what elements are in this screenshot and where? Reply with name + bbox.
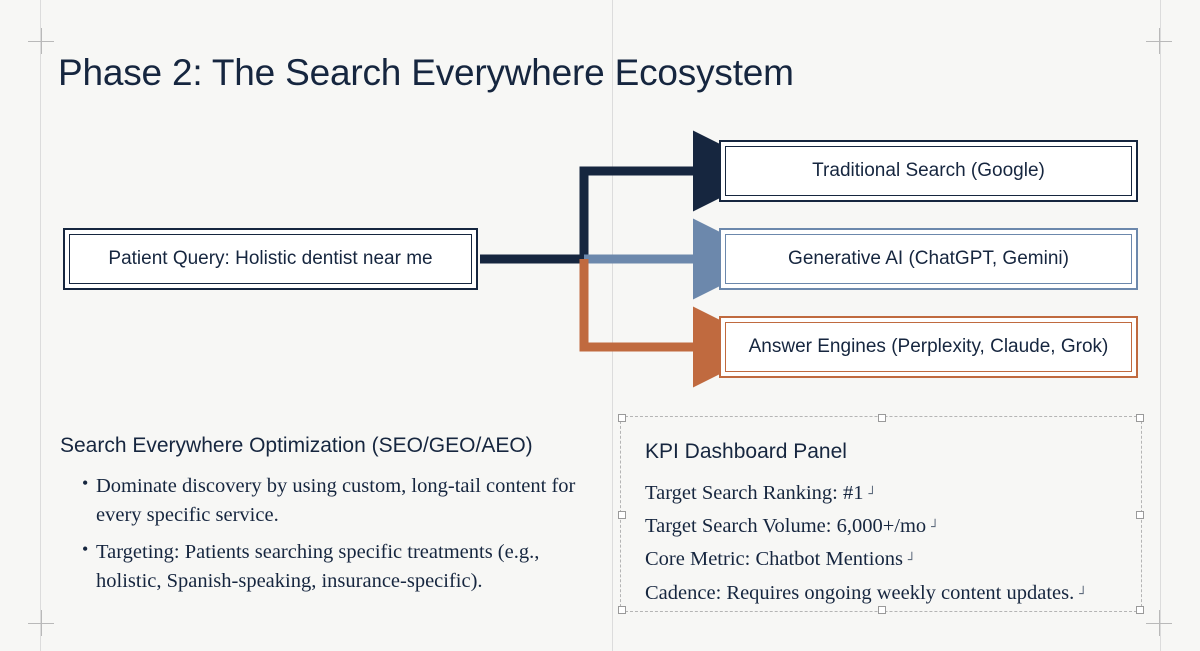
crop-mark-bottom-right [1146, 610, 1172, 636]
resize-handle-top-left[interactable] [618, 414, 626, 422]
crop-mark-bottom-left [28, 610, 54, 636]
paragraph-mark-icon: ┘ [868, 487, 877, 502]
resize-handle-top-right[interactable] [1136, 414, 1144, 422]
kpi-row-text: Target Search Ranking: #1 [645, 482, 864, 504]
kpi-row-list [645, 477, 1131, 610]
kpi-row-text: Target Search Volume: 6,000+/mo [645, 515, 927, 538]
node-patient-query-label: Patient Query: Holistic dentist near me [108, 248, 433, 269]
node-answer-engines-label: Answer Engines (Perplexity, Claude, Grok) [748, 336, 1109, 357]
seo-heading: Search Everywhere Optimization (SEO/GEO/AEO) [60, 434, 533, 457]
resize-handle-right-center[interactable] [1136, 511, 1144, 519]
kpi-dashboard-panel[interactable] [620, 416, 1142, 612]
node-patient-query[interactable] [63, 228, 478, 290]
guide-line-left [40, 0, 41, 651]
list-item: • Targeting: Patients searching specific treatments (e.g., holistic, Spanish-speaking, insurance-specific). [82, 538, 600, 596]
node-traditional-search-label: Traditional Search (Google) [812, 160, 1045, 181]
kpi-row-text: Core Metric: Chatbot Mentions [645, 548, 903, 571]
table-row [645, 477, 1131, 510]
resize-handle-left-center[interactable] [618, 511, 626, 519]
table-row [645, 510, 1131, 543]
resize-handle-top-center[interactable] [878, 414, 886, 422]
seo-section [60, 434, 600, 604]
list-item: • Dominate discovery by using custom, long-tail content for every specific service. [82, 472, 600, 530]
kpi-heading: KPI Dashboard Panel [645, 440, 847, 463]
guide-line-center [612, 0, 613, 651]
crop-mark-top-left [28, 28, 54, 54]
page-title: Phase 2: The Search Everywhere Ecosystem [58, 52, 794, 93]
guide-line-right [1160, 0, 1161, 651]
paragraph-mark-icon: ┘ [1079, 586, 1088, 602]
seo-bullet-list [60, 472, 600, 596]
resize-handle-bottom-right[interactable] [1136, 606, 1144, 614]
node-answer-engines[interactable] [719, 316, 1138, 378]
paragraph-mark-icon: ┘ [907, 553, 916, 569]
crop-mark-top-right [1146, 28, 1172, 54]
table-row [645, 543, 1131, 576]
node-generative-ai[interactable] [719, 228, 1138, 290]
kpi-row-text: Cadence: Requires ongoing weekly content updates. [645, 581, 1075, 604]
table-row [645, 577, 1131, 610]
node-traditional-search[interactable] [719, 140, 1138, 202]
paragraph-mark-icon: ┘ [931, 520, 939, 536]
resize-handle-bottom-left[interactable] [618, 606, 626, 614]
node-generative-ai-label: Generative AI (ChatGPT, Gemini) [788, 248, 1069, 269]
